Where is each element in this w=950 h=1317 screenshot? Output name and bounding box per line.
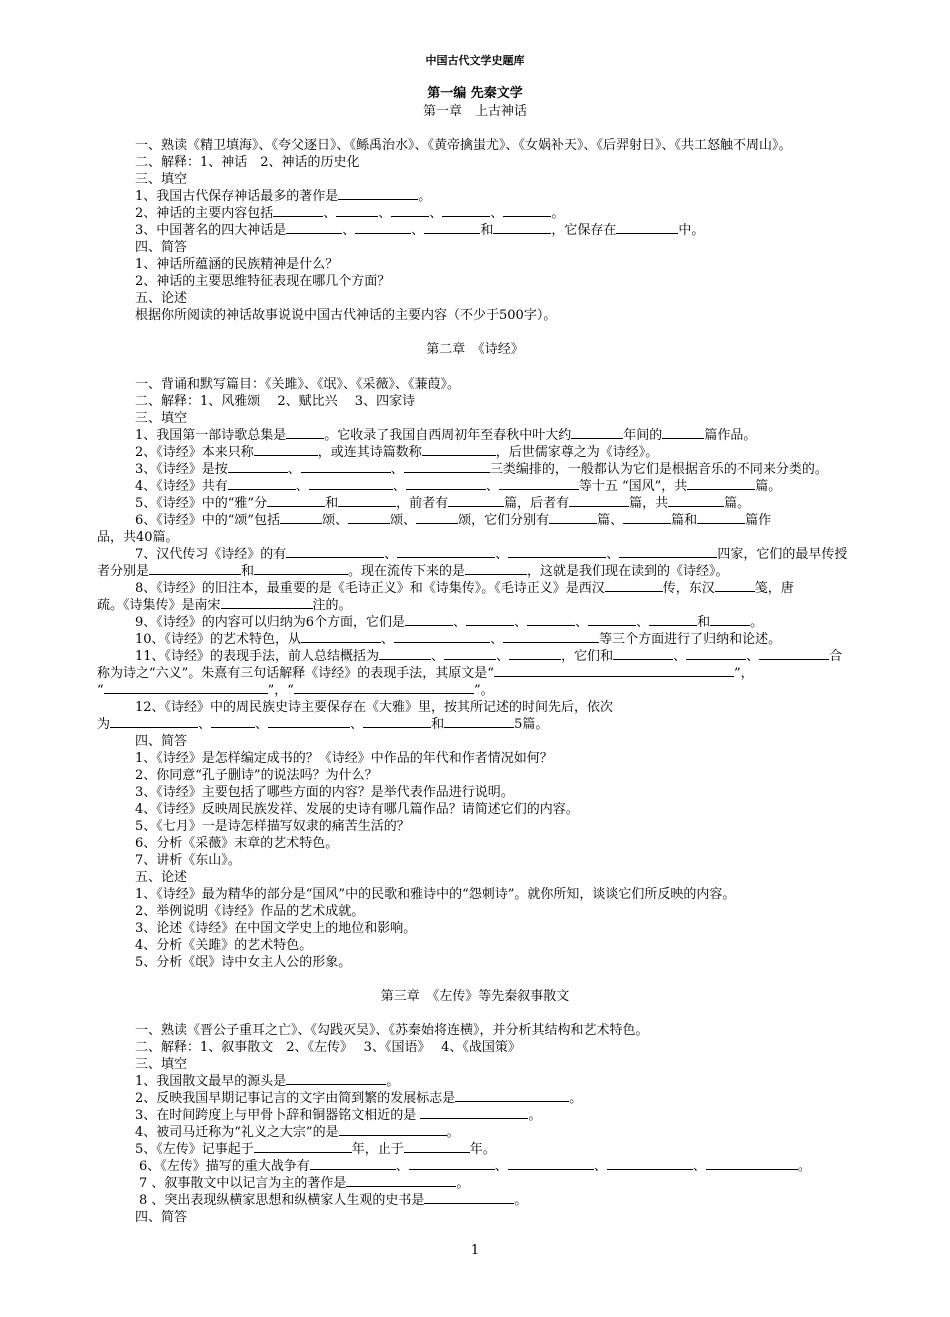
text-line (135, 1056, 187, 1073)
text-run: 篇，共 (629, 496, 669, 511)
text-line (135, 648, 842, 665)
blank-line (607, 1158, 693, 1170)
text-run: 6、《左传》描写的重大战争有 (139, 1159, 310, 1174)
text-line (135, 1124, 460, 1141)
blank-line (424, 1192, 514, 1204)
blank-line (110, 716, 198, 728)
blank-line (662, 427, 704, 439)
text-run: 三类编排的，一般都认为它们是根据音乐的不同来分类的。 (489, 462, 828, 477)
text-run: 、 (673, 649, 687, 664)
blank-line (571, 427, 623, 439)
text-run: 二、解释：1、神话 2、神话的历史化 (135, 155, 360, 170)
blank-line (286, 546, 384, 558)
text-run: 4、被司马迁称为“礼义之大宗”的是 (135, 1125, 339, 1140)
text-run: 、 (606, 547, 620, 562)
text-run: ，它保存在 (551, 223, 617, 238)
text-run: 传，东汉 (662, 581, 715, 596)
text-line (135, 222, 704, 239)
text-line (135, 188, 431, 205)
blank-line (268, 716, 350, 728)
text-run: 7、讲析《东山》。 (135, 853, 241, 868)
text-line (135, 580, 794, 597)
text-run: 笺，唐 (754, 581, 794, 596)
text-run: 和 (480, 223, 494, 238)
text-run: 、 (392, 479, 406, 494)
blank-line (348, 512, 390, 524)
text-run: 、 (514, 615, 528, 630)
blank-line (613, 648, 673, 660)
text-run: 1、《诗经》最为精华的部分是“国风”中的民歌和雅诗中的“怨刺诗”。就你所知，谈谈它们所反映的内容。 (135, 887, 736, 902)
blank-line (280, 512, 322, 524)
text-run: 品，共40篇。 (97, 530, 179, 545)
text-run: 第一编 先秦文学 (427, 86, 523, 101)
text-run: 。 (528, 1108, 542, 1123)
text-run: 、 (287, 462, 301, 477)
text-run: ”，“ (267, 683, 294, 698)
text-run: 。现在流传下来的是 (348, 564, 466, 579)
blank-line (509, 648, 561, 660)
text-run: 2、举例说明《诗经》作品的艺术成就。 (135, 904, 365, 919)
blank-line (616, 222, 678, 234)
blank-line (569, 495, 629, 507)
text-run: 称为诗之“六义”。朱熹有三句话解释《诗经》的表现手法，其原文是“ (97, 666, 494, 681)
page-header: 中国古代文学史题库 (425, 54, 525, 67)
text-run: 一、熟读《精卫填海》、《夸父逐日》、《鲧禹治水》、《黄帝擒蚩尤》、《女娲补天》、《后羿射日》、《共工怒触不周山》。 (135, 138, 792, 153)
text-line (139, 1158, 811, 1175)
blank-line (422, 444, 496, 456)
text-run: 1、我国第一部诗歌总集是 (135, 428, 287, 443)
text-run: 、 (350, 717, 364, 732)
blank-line (309, 478, 393, 490)
text-run: 等三个方面进行了归纳和论述。 (599, 632, 782, 647)
text-run: 5、《七月》一是诗怎样描写奴隶的痛苦生活的？ (135, 819, 410, 834)
blank-line (339, 1124, 447, 1136)
text-line (135, 852, 241, 869)
text-line (97, 682, 494, 699)
text-line (135, 903, 364, 920)
text-run: 颂、 (390, 513, 417, 528)
blank-line (405, 614, 453, 626)
text-run: 和 (241, 564, 255, 579)
text-run: 5、分析《氓》诗中女主人公的形象。 (135, 955, 352, 970)
blank-line (706, 1158, 798, 1170)
blank-line (409, 1158, 495, 1170)
text-run: 二、解释：1、风雅颂 2、赋比兴 3、四家诗 (135, 394, 416, 409)
text-run: 8 、突出表现纵横家思想和纵横家人生观的史书是 (139, 1193, 425, 1208)
text-run: 颂、 (322, 513, 349, 528)
blank-line (455, 1090, 569, 1102)
text-run: 2、反映我国早期记事记言的文字由简到繁的发展标志是 (135, 1091, 456, 1106)
text-run: 2、神话的主要内容包括 (135, 206, 274, 221)
text-line (135, 512, 771, 529)
text-run: 7、汉代传习《诗经》的有 (135, 547, 287, 562)
text-run: 10、《诗经》的艺术特色，从 (135, 632, 302, 647)
text-line (135, 461, 828, 478)
text-line (135, 954, 351, 971)
text-line (135, 239, 187, 256)
text-run: 年。 (469, 1142, 496, 1157)
blank-line (310, 1158, 396, 1170)
text-run: 四家，它们的最早传授 (717, 547, 848, 562)
text-line (135, 546, 847, 563)
blank-line (286, 1073, 386, 1085)
blank-line (465, 563, 527, 575)
text-run: ，或连其诗篇数称 (317, 445, 422, 460)
text-run: 1、神话所蕴涵的民族精神是什么？ (135, 257, 339, 272)
text-line (135, 1039, 521, 1056)
text-run: 4、《诗经》反映周民族发祥、发展的史诗有哪几篇作品？请简述它们的内容。 (135, 802, 579, 817)
text-line (139, 1192, 527, 1209)
blank-line (254, 563, 348, 575)
text-run: 、 (494, 1159, 508, 1174)
text-run: ，后世儒家尊之为《诗经》。 (495, 445, 659, 460)
blank-line (363, 716, 431, 728)
blank-line (759, 648, 829, 660)
blank-line (527, 614, 575, 626)
blank-line (493, 222, 551, 234)
blank-line (397, 546, 495, 558)
blank-line (623, 512, 671, 524)
text-run: 篇、 (597, 513, 624, 528)
blank-line (715, 580, 755, 592)
text-line (135, 937, 312, 954)
text-run: 、 (490, 206, 504, 221)
text-run: 篇。 (724, 496, 751, 511)
text-run: 1、我国散文最早的源头是 (135, 1074, 287, 1089)
text-run: 9、《诗经》的内容可以归纳为6个方面，它们是 (135, 615, 406, 630)
text-run: 12、《诗经》中的周民族史诗主要保存在《大雅》里，按其所记述的时间先后，依次 (135, 700, 614, 715)
text-run: 五、论述 (135, 291, 188, 306)
blank-line (149, 563, 241, 575)
text-run: ”， (733, 666, 754, 681)
text-line (135, 920, 416, 937)
text-run: 一、熟读《晋公子重耳之亡》、《勾践灭吴》、《苏秦始将连横》，并分析其结构和艺术特色。 (135, 1023, 649, 1038)
blank-line (499, 478, 579, 490)
text-run: 颂，它们分别有 (458, 513, 550, 528)
text-run: 。 (418, 189, 432, 204)
text-run: 。 (446, 1125, 460, 1140)
text-line (135, 784, 514, 801)
text-run: 2、你同意“孔子删诗”的说法吗？为什么？ (135, 768, 378, 783)
blank-line (301, 631, 381, 643)
text-run: 。 (514, 1193, 528, 1208)
blank-line (687, 478, 755, 490)
text-run: 。 (797, 1159, 811, 1174)
blank-line (294, 682, 474, 694)
blank-line (508, 546, 606, 558)
text-line (135, 614, 763, 631)
blank-line (301, 461, 391, 473)
text-line (135, 733, 187, 750)
blank-line (442, 205, 490, 217)
text-line (135, 767, 378, 784)
text-run: 、 (323, 206, 337, 221)
blank-line (444, 648, 496, 660)
text-run: ”。 (473, 683, 494, 698)
text-run: 、 (496, 649, 510, 664)
blank-line (668, 495, 724, 507)
text-run: 、 (384, 547, 398, 562)
text-run: 8、《诗经》的旧注本，最重要的是《毛诗正义》和《诗集传》。《毛诗正义》是西汉 (135, 581, 605, 596)
blank-line (228, 478, 296, 490)
text-run: 一、背诵和默写篇目：《关雎》、《氓》、《采薇》、《蒹葭》。 (135, 377, 461, 392)
text-run: 4、分析《关雎》的艺术特色。 (135, 938, 313, 953)
blank-line (549, 512, 597, 524)
text-run: 、 (198, 717, 212, 732)
text-run: 四、简答 (135, 734, 188, 749)
text-run: 和 (431, 717, 445, 732)
page-number: 1 (470, 1243, 480, 1258)
blank-line (228, 461, 288, 473)
text-run: 第一章 上古神话 (422, 104, 527, 119)
text-run: 三、填空 (135, 411, 188, 426)
blank-line (286, 427, 324, 439)
text-line (97, 716, 548, 733)
text-run: 篇作 (745, 513, 772, 528)
text-line (135, 376, 460, 393)
text-line (135, 1107, 541, 1124)
text-line (135, 290, 187, 307)
text-run: 和 (325, 496, 339, 511)
text-run: 篇作品。 (704, 428, 757, 443)
text-run: 3、在时间跨度上与甲骨卜辞和铜器铭文相近的是 (135, 1108, 421, 1123)
text-run: 四、简答 (135, 240, 188, 255)
blank-line (619, 546, 717, 558)
text-line (135, 137, 792, 154)
text-run: 、 (692, 1159, 706, 1174)
blank-line (710, 614, 750, 626)
text-run: 注的。 (312, 598, 352, 613)
text-run: 、 (255, 717, 269, 732)
text-run: 、 (490, 632, 504, 647)
blank-line (221, 597, 313, 609)
text-run: 篇和 (671, 513, 698, 528)
blank-line (355, 222, 411, 234)
blank-line (394, 631, 490, 643)
blank-line (406, 478, 486, 490)
text-run: 、 (495, 547, 509, 562)
text-run: 2、《诗经》本来只称 (135, 445, 254, 460)
text-run: 2、神话的主要思维特征表现在哪几个方面？ (135, 274, 391, 289)
text-line (135, 205, 564, 222)
text-line (135, 699, 613, 716)
section-heading (0, 341, 950, 358)
text-run: 合 (829, 649, 843, 664)
text-run: 年，止于 (351, 1142, 404, 1157)
blank-line (338, 188, 418, 200)
text-line (135, 171, 187, 188)
text-run: 3、论述《诗经》在中国文学史上的地位和影响。 (135, 921, 417, 936)
text-line (135, 393, 415, 410)
text-run: 、 (411, 223, 425, 238)
text-run: 疏。《诗集传》是南宋 (97, 598, 221, 613)
text-run: 5篇。 (514, 717, 549, 732)
text-run: ，它们和 (561, 649, 614, 664)
text-line (135, 410, 187, 427)
text-line (97, 597, 352, 614)
text-run: 、 (636, 615, 650, 630)
section-heading (0, 85, 950, 102)
text-run: 等十五 “国风”，共 (578, 479, 688, 494)
text-line (139, 1175, 469, 1192)
text-line (135, 444, 658, 461)
text-run: 、 (746, 649, 760, 664)
blank-line (404, 461, 490, 473)
text-line (135, 750, 553, 767)
text-run: 、 (378, 206, 392, 221)
text-run: 。 (551, 206, 565, 221)
text-run: 6、分析《采薇》末章的艺术特色。 (135, 836, 339, 851)
blank-line (503, 205, 551, 217)
blank-line (254, 1141, 352, 1153)
text-line (135, 427, 756, 444)
blank-line (420, 1107, 528, 1119)
blank-line (686, 648, 746, 660)
blank-line (273, 205, 323, 217)
blank-line (649, 614, 697, 626)
text-line (135, 256, 338, 273)
text-run: 篇，后者有 (504, 496, 570, 511)
section-heading (0, 103, 950, 120)
text-run: 、 (575, 615, 589, 630)
text-run: 。 (569, 1091, 583, 1106)
text-line (135, 154, 360, 171)
text-run: 6、《诗经》中的“颂”包括 (135, 513, 281, 528)
text-run: 3、中国著名的四大神话是 (135, 223, 287, 238)
text-run: 1、我国古代保存神话最多的著作是 (135, 189, 339, 204)
blank-line (104, 682, 268, 694)
text-run: 第二章 《诗经》 (426, 342, 524, 357)
text-run: 和 (697, 615, 711, 630)
text-line (135, 495, 750, 512)
text-line (135, 273, 390, 290)
blank-line (379, 648, 431, 660)
text-line (135, 631, 781, 648)
text-run: 中。 (678, 223, 705, 238)
text-run: 、 (295, 479, 309, 494)
blank-line (424, 222, 480, 234)
text-run: 根据你所阅读的神话故事说说中国古代神话的主要内容（不少于500字）。 (135, 308, 557, 323)
text-run: 。它收录了我国自西周初年至春秋中叶大约 (324, 428, 572, 443)
blank-line (211, 716, 255, 728)
section-heading (0, 988, 950, 1005)
text-line (135, 1022, 649, 1039)
text-line (135, 1073, 399, 1090)
text-run: 篇。 (755, 479, 782, 494)
blank-line (391, 205, 429, 217)
blank-line (444, 716, 514, 728)
blank-line (338, 495, 396, 507)
blank-line (286, 222, 342, 234)
text-run: 三、填空 (135, 1057, 188, 1072)
blank-line (416, 512, 458, 524)
text-run: 4、《诗经》共有 (135, 479, 228, 494)
text-line (135, 869, 187, 886)
text-run: ，前者有 (396, 496, 449, 511)
text-run: 。 (386, 1074, 400, 1089)
text-line (135, 818, 410, 835)
text-run: 5、《诗经》中的“雅”分 (135, 496, 268, 511)
text-run: 、 (390, 462, 404, 477)
text-line (97, 665, 754, 682)
text-run: 年间的 (623, 428, 663, 443)
text-line (135, 886, 735, 903)
blank-line (267, 495, 325, 507)
text-run: 、 (431, 649, 445, 664)
text-run: 者分别是 (97, 564, 150, 579)
text-run: 四、简答 (135, 1210, 188, 1225)
blank-line (404, 1141, 470, 1153)
text-run: 、 (485, 479, 499, 494)
blank-line (588, 614, 636, 626)
text-line (135, 478, 781, 495)
text-run: 3、《诗经》是按 (135, 462, 228, 477)
text-line (97, 529, 179, 546)
text-run: 第三章 《左传》等先秦叙事散文 (380, 989, 570, 1004)
text-run: 、 (381, 632, 395, 647)
text-run: 3、《诗经》主要包括了哪些方面的内容？是举代表作品进行说明。 (135, 785, 514, 800)
text-line (135, 1090, 582, 1107)
text-run: 、 (342, 223, 356, 238)
text-run: ，这就是我们现在读到的《诗经》。 (527, 564, 729, 579)
text-run: 。 (456, 1176, 470, 1191)
text-run: 7 、叙事散文中以记言为主的著作是 (139, 1176, 347, 1191)
text-run: 为 (97, 717, 111, 732)
blank-line (254, 444, 318, 456)
blank-line (466, 614, 514, 626)
blank-line (605, 580, 663, 592)
text-run: 五、论述 (135, 870, 188, 885)
text-line (135, 801, 579, 818)
text-line (97, 563, 729, 580)
text-run: 三、填空 (135, 172, 188, 187)
text-run: 、 (395, 1159, 409, 1174)
text-run: 1、《诗经》是怎样编定成书的？《诗经》中作品的年代和作者情况如何？ (135, 751, 553, 766)
blank-line (336, 205, 378, 217)
text-line (135, 1209, 187, 1226)
blank-line (346, 1175, 456, 1187)
text-line (135, 1141, 496, 1158)
blank-line (508, 1158, 594, 1170)
text-run: 、 (453, 615, 467, 630)
blank-line (448, 495, 504, 507)
text-line (135, 835, 338, 852)
text-run: 、 (593, 1159, 607, 1174)
text-run: 二、解释：1、叙事散文 2、《左传》 3、《国语》 4、《战国策》 (135, 1040, 521, 1055)
text-line (135, 307, 556, 324)
blank-line (697, 512, 745, 524)
text-run: 。 (750, 615, 764, 630)
text-run: 11、《诗经》的表现手法，前人总结概括为 (135, 649, 380, 664)
blank-line (503, 631, 599, 643)
text-run: “ (97, 683, 104, 698)
text-run: 、 (429, 206, 443, 221)
text-run: 5、《左传》记事起于 (135, 1142, 254, 1157)
blank-line (494, 665, 734, 677)
